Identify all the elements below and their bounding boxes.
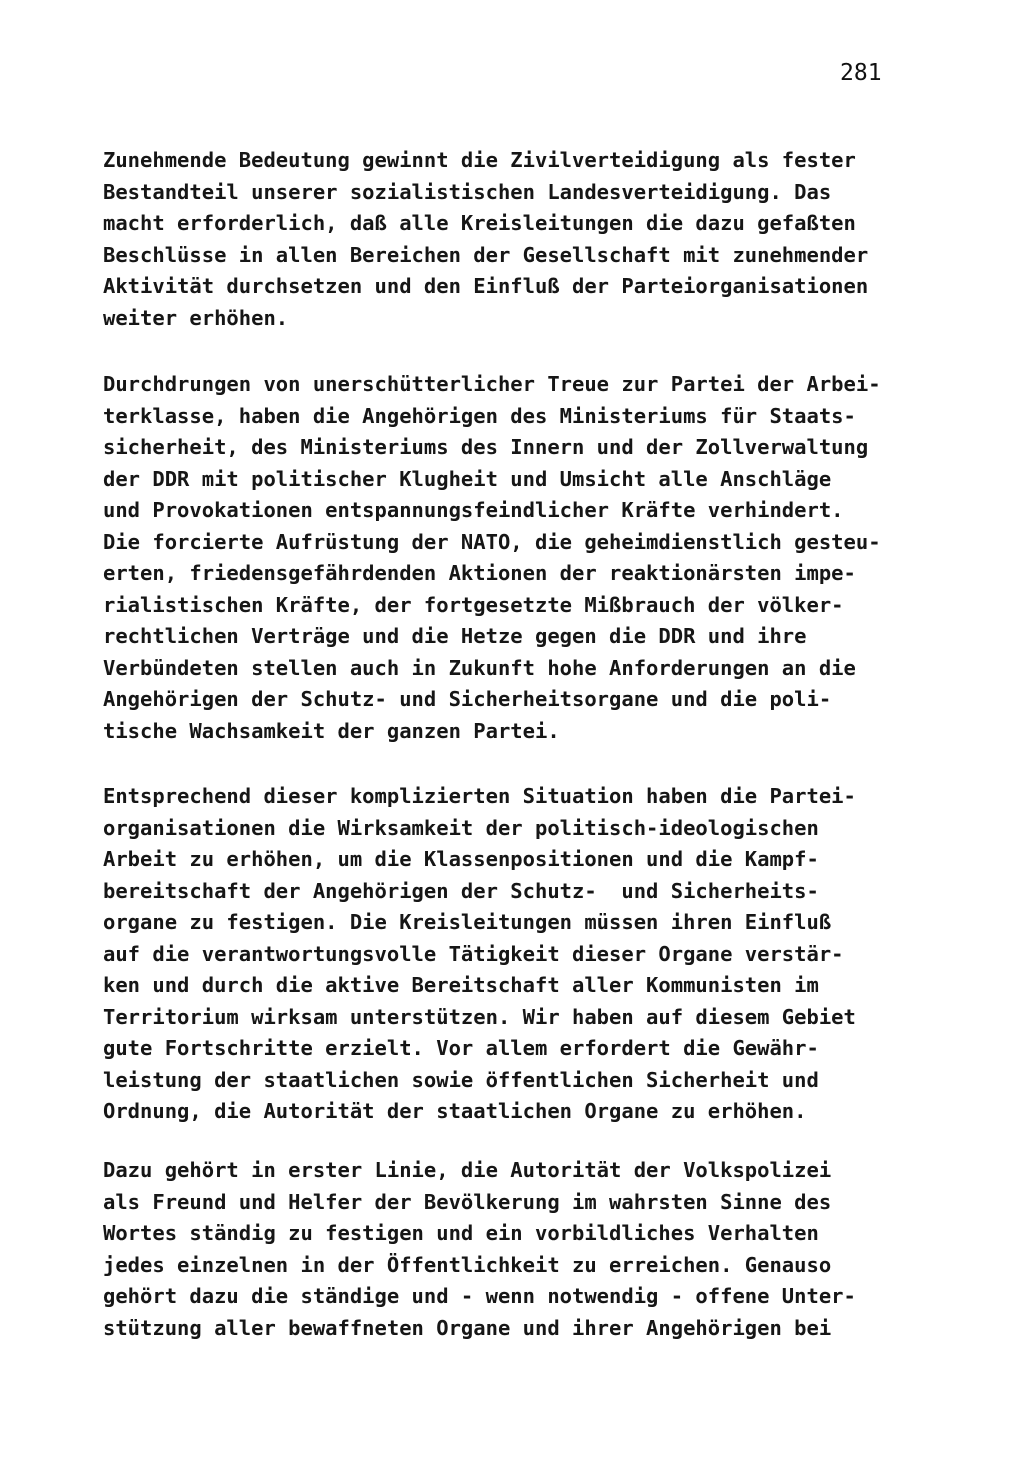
page-number: 281 [840,60,882,86]
text-line: rechtlichen Verträge und die Hetze gegen die DDR und ihre [103,624,807,648]
text-line: leistung der staatlichen sowie öffentlichen Sicherheit und [103,1067,819,1092]
text-line: als Freund und Helfer der Bevölkerung im wahrsten Sinne des [103,1189,832,1214]
text-line: Bestandteil unserer sozialistischen Landesverteidigung. Das [103,179,832,204]
text-line: Wortes ständig zu festigen und ein vorbildliches Verhalten [103,1221,819,1245]
text-line: Arbeit zu erhöhen, um die Klassenpositionen und die Kampf- [103,847,819,871]
text-line: Verbündeten stellen auch in Zukunft hohe Anforderungen an die [103,655,856,680]
text-line: bereitschaft der Angehörigen der Schutz- und Sicherheits- [103,878,819,903]
text-line: Zunehmende Bedeutung gewinnt die Zivilverteidigung als fester [103,148,856,172]
text-line: tische Wachsamkeit der ganzen Partei. [103,718,560,743]
paragraph-zivilverteidigung [103,145,923,334]
text-line: weiter erhöhen. [103,305,289,330]
text-line: gute Fortschritte erzielt. Vor allem erfordert die Gewähr- [103,1036,819,1060]
text-line: erten, friedensgefährdenden Aktionen der reaktionärsten impe- [103,561,856,585]
text-line: ken und durch die aktive Bereitschaft aller Kommunisten im [103,973,819,997]
text-line: auf die verantwortungsvolle Tätigkeit dieser Organe verstär- [103,941,844,966]
text-line: organe zu festigen. Die Kreisleitungen müssen ihren Einfluß [103,910,832,934]
text-line: Ordnung, die Autorität der staatlichen Organe zu erhöhen. [103,1099,807,1123]
text-line: Entsprechend dieser komplizierten Situation haben die Partei- [103,784,856,808]
text-line: gehört dazu die ständige und - wenn notwendig - offene Unter- [103,1284,856,1308]
text-line: Territorium wirksam unterstützen. Wir haben auf diesem Gebiet [103,1004,856,1029]
text-line: organisationen die Wirksamkeit der politisch-ideologischen [103,815,819,840]
paragraph-parteiorganisationen [103,781,923,1128]
text-line: der DDR mit politischer Klugheit und Umsicht alle Anschläge [103,466,832,491]
text-line: Dazu gehört in erster Linie, die Autorität der Volkspolizei [103,1158,832,1182]
text-line: stützung aller bewaffneten Organe und ihrer Angehörigen bei [103,1315,832,1340]
text-line: jedes einzelnen in der Öffentlichkeit zu erreichen. Genauso [103,1252,832,1277]
text-line: Beschlüsse in allen Bereichen der Gesellschaft mit zunehmender [103,242,869,267]
text-line: Die forcierte Aufrüstung der NATO, die geheimdienstlich gesteu- [103,529,881,554]
text-line: terklasse, haben die Angehörigen des Ministeriums für Staats- [103,403,856,428]
text-line: Angehörigen der Schutz- und Sicherheitsorgane und die poli- [103,687,832,711]
text-line: sicherheit, des Ministeriums des Innern und der Zollverwaltung [103,435,869,459]
text-line: und Provokationen entspannungsfeindlicher Kräfte verhindert. [103,498,844,522]
text-line: Durchdrungen von unerschütterlicher Treue zur Partei der Arbei- [103,372,881,396]
paragraph-volkspolizei [103,1155,923,1344]
paragraph-schutzorgane [103,369,923,747]
text-line: rialistischen Kräfte, der fortgesetzte Mißbrauch der völker- [103,592,844,617]
text-line: macht erforderlich, daß alle Kreisleitungen die dazu gefaßten [103,211,856,235]
text-line: Aktivität durchsetzen und den Einfluß der Parteiorganisationen [103,274,869,298]
